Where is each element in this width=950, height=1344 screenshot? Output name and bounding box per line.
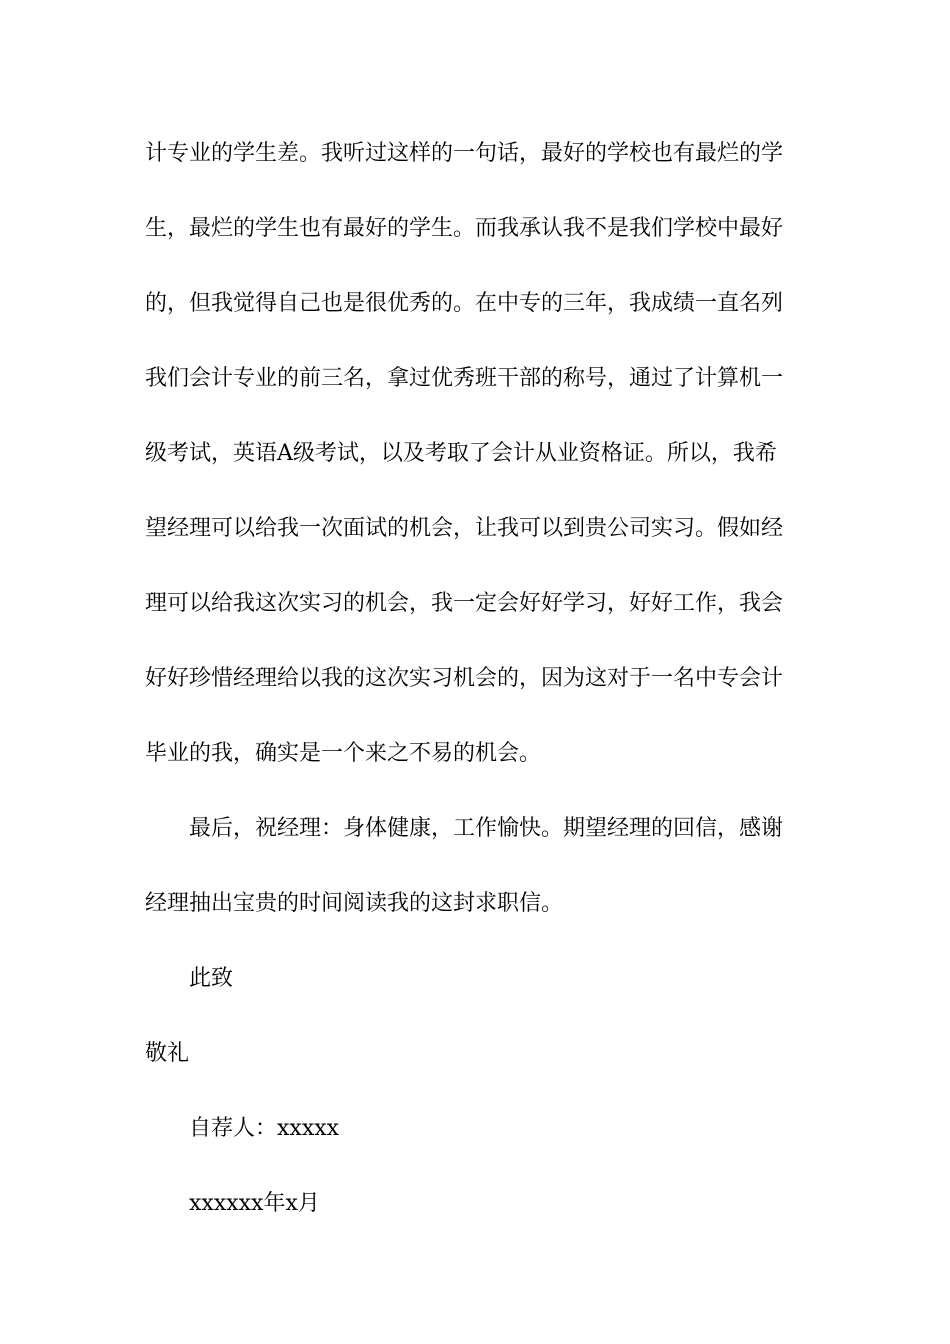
- date-line: xxxxxx年x月: [189, 1191, 320, 1216]
- letter-body: [145, 132, 810, 1257]
- body-line: 毕业的我，确实是一个来之不易的机会。: [145, 741, 542, 766]
- body-line: 我们会计专业的前三名，拿过优秀班干部的称号，通过了计算机一: [145, 366, 784, 391]
- salutation-cizhi: 此致: [189, 966, 234, 991]
- signature-line: 自荐人：xxxxx: [189, 1116, 340, 1141]
- body-line: 理可以给我这次实习的机会，我一定会好好学习，好好工作，我会: [145, 591, 784, 616]
- body-line: 望经理可以给我一次面试的机会，让我可以到贵公司实习。假如经: [145, 516, 784, 541]
- closing-paragraph-line: 最后，祝经理：身体健康，工作愉快。期望经理的回信，感谢: [189, 816, 784, 841]
- body-line: 生，最烂的学生也有最好的学生。而我承认我不是我们学校中最好: [145, 216, 784, 241]
- closing-paragraph-line: 经理抽出宝贵的时间阅读我的这封求职信。: [145, 891, 564, 916]
- body-line: 级考试，英语A级考试，以及考取了会计从业资格证。所以，我希: [145, 441, 777, 466]
- salutation-jingli: 敬礼: [145, 1041, 190, 1066]
- body-line: 计专业的学生差。我听过这样的一句话，最好的学校也有最烂的学: [145, 141, 784, 166]
- body-line: 的，但我觉得自己也是很优秀的。在中专的三年，我成绩一直名列: [145, 291, 784, 316]
- body-line: 好好珍惜经理给以我的这次实习机会的，因为这对于一名中专会计: [145, 666, 784, 691]
